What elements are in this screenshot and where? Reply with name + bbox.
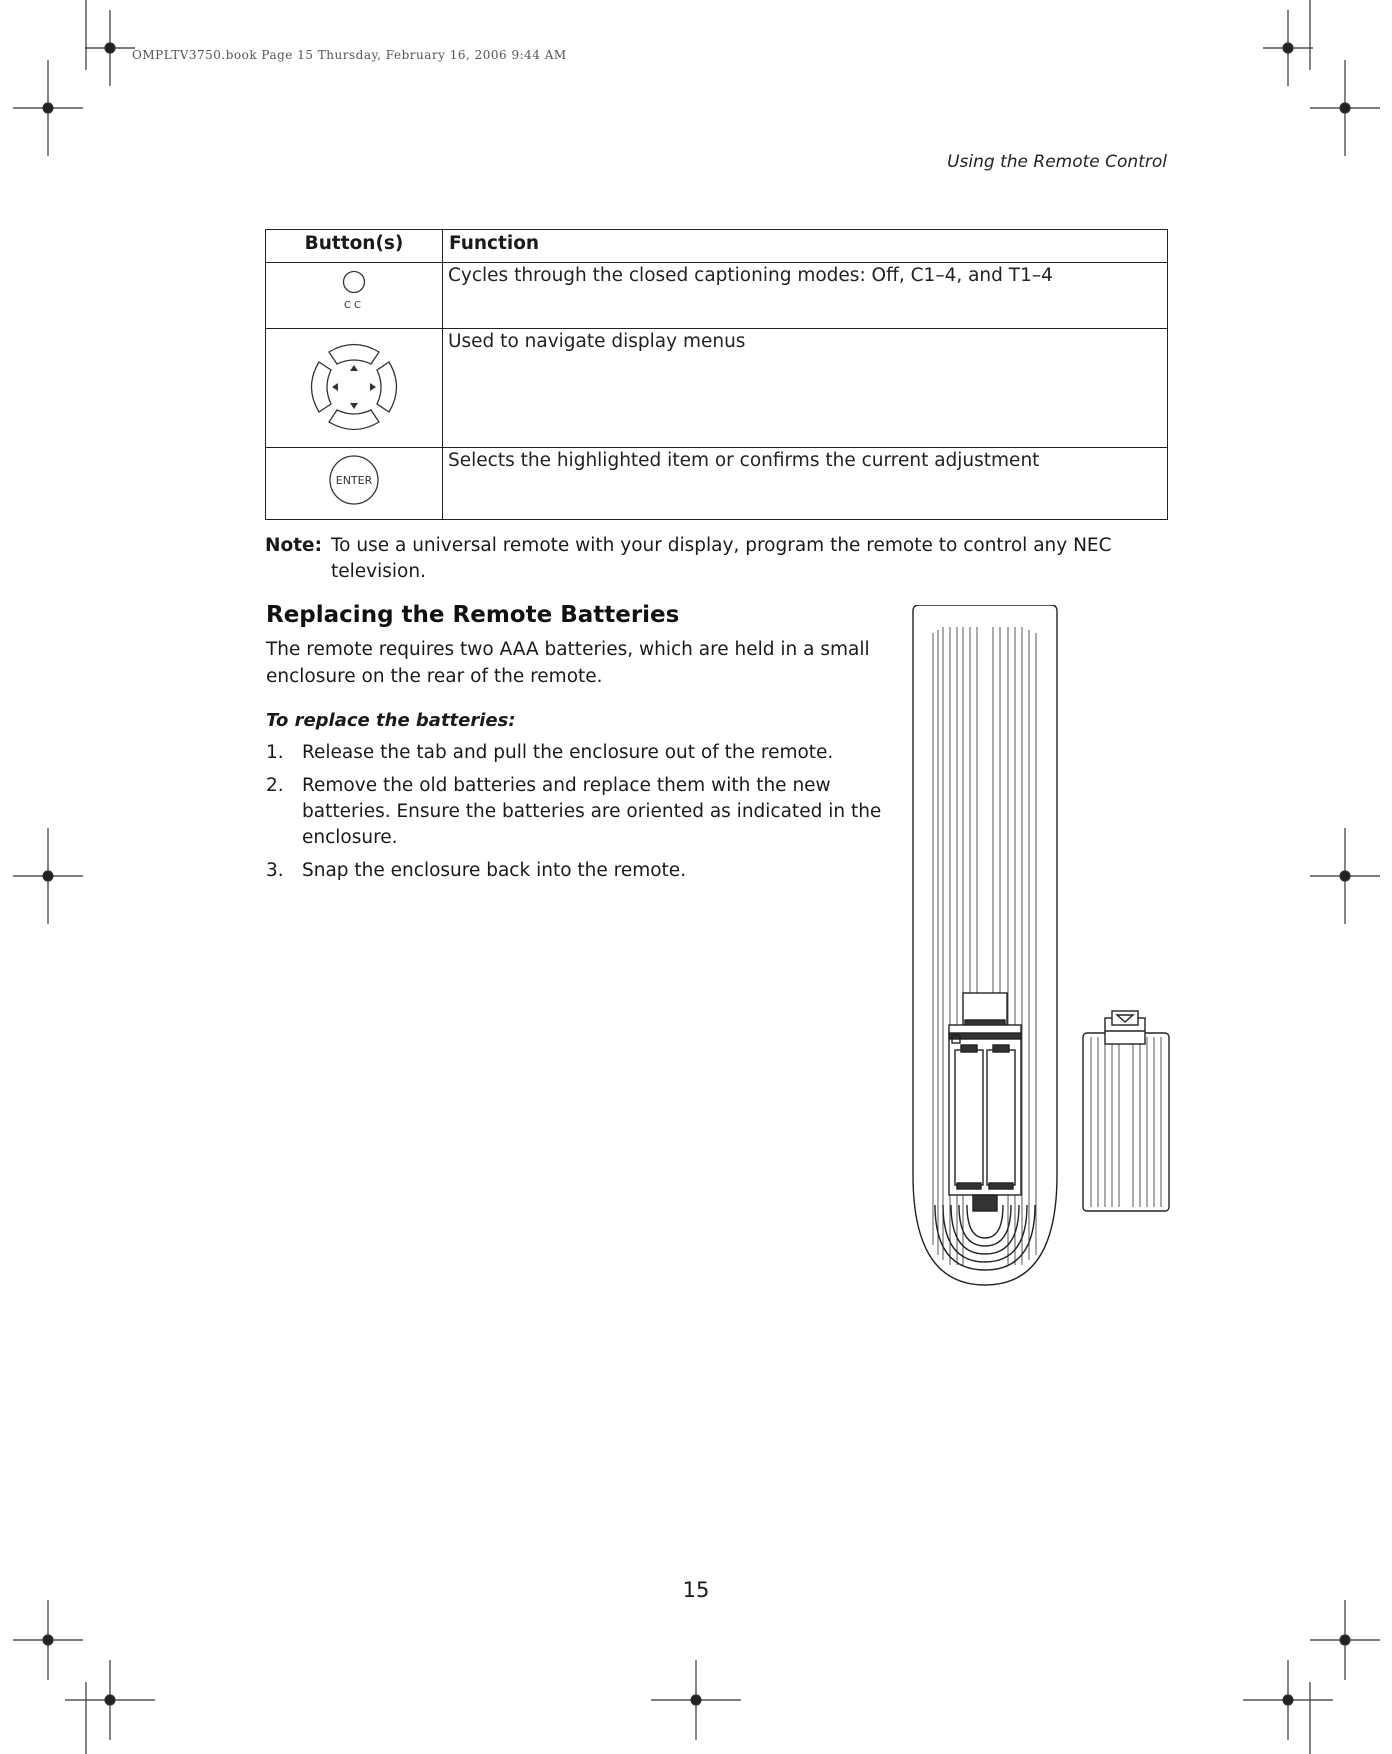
- cc-button-icon: [324, 263, 384, 323]
- page-number: 15: [682, 1578, 710, 1602]
- printer-slug-line: OMPLTV3750.book Page 15 Thursday, February 16, 2006 9:44 AM: [132, 48, 567, 62]
- table-row: [266, 448, 1168, 520]
- step-number: 3.: [266, 860, 284, 881]
- section-title: Replacing the Remote Batteries: [266, 602, 680, 628]
- column-header-function: Function: [443, 230, 1168, 263]
- step-number: 2.: [266, 775, 284, 796]
- column-header-buttons: Button(s): [266, 230, 443, 263]
- table-row: [266, 263, 1168, 329]
- step-text: Snap the enclosure back into the remote.: [302, 860, 687, 881]
- note-text: To use a universal remote with your display, program the remote to control any NEC television.: [331, 535, 1112, 582]
- function-text: Cycles through the closed captioning modes: Off, C1–4, and T1–4: [443, 263, 1168, 329]
- step-text: Remove the old batteries and replace them with the new batteries. Ensure the batteries are oriented as indicated in the enclosure.: [302, 775, 882, 848]
- enter-button-label: ENTER: [335, 474, 373, 487]
- step-number: 1.: [266, 742, 284, 763]
- function-text: Selects the highlighted item or confirms the current adjustment: [443, 448, 1168, 520]
- remote-battery-enclosure-illustration: [905, 605, 1175, 1290]
- table-header-row: [266, 230, 1168, 263]
- list-item: [266, 773, 906, 851]
- cc-button-cell: [266, 263, 443, 329]
- running-head: Using the Remote Control: [947, 152, 1167, 172]
- table-row: [266, 329, 1168, 448]
- note-label: Note:: [265, 535, 322, 556]
- enter-button-icon: [319, 448, 389, 512]
- enter-button-cell: [266, 448, 443, 520]
- navigation-pad-icon: [299, 332, 409, 442]
- button-function-table: [265, 229, 1168, 520]
- function-text: Used to navigate display menus: [443, 329, 1168, 448]
- procedure-steps: [266, 740, 906, 891]
- procedure-title: To replace the batteries:: [266, 710, 516, 731]
- list-item: [266, 858, 906, 884]
- section-intro: The remote requires two AAA batteries, which are held in a small enclosure on the rear of the remote.: [266, 639, 870, 687]
- note: [265, 533, 1125, 582]
- cc-button-label: CC: [344, 300, 364, 311]
- step-text: Release the tab and pull the enclosure out of the remote.: [302, 742, 834, 763]
- list-item: [266, 740, 906, 766]
- navigation-pad-cell: [266, 329, 443, 448]
